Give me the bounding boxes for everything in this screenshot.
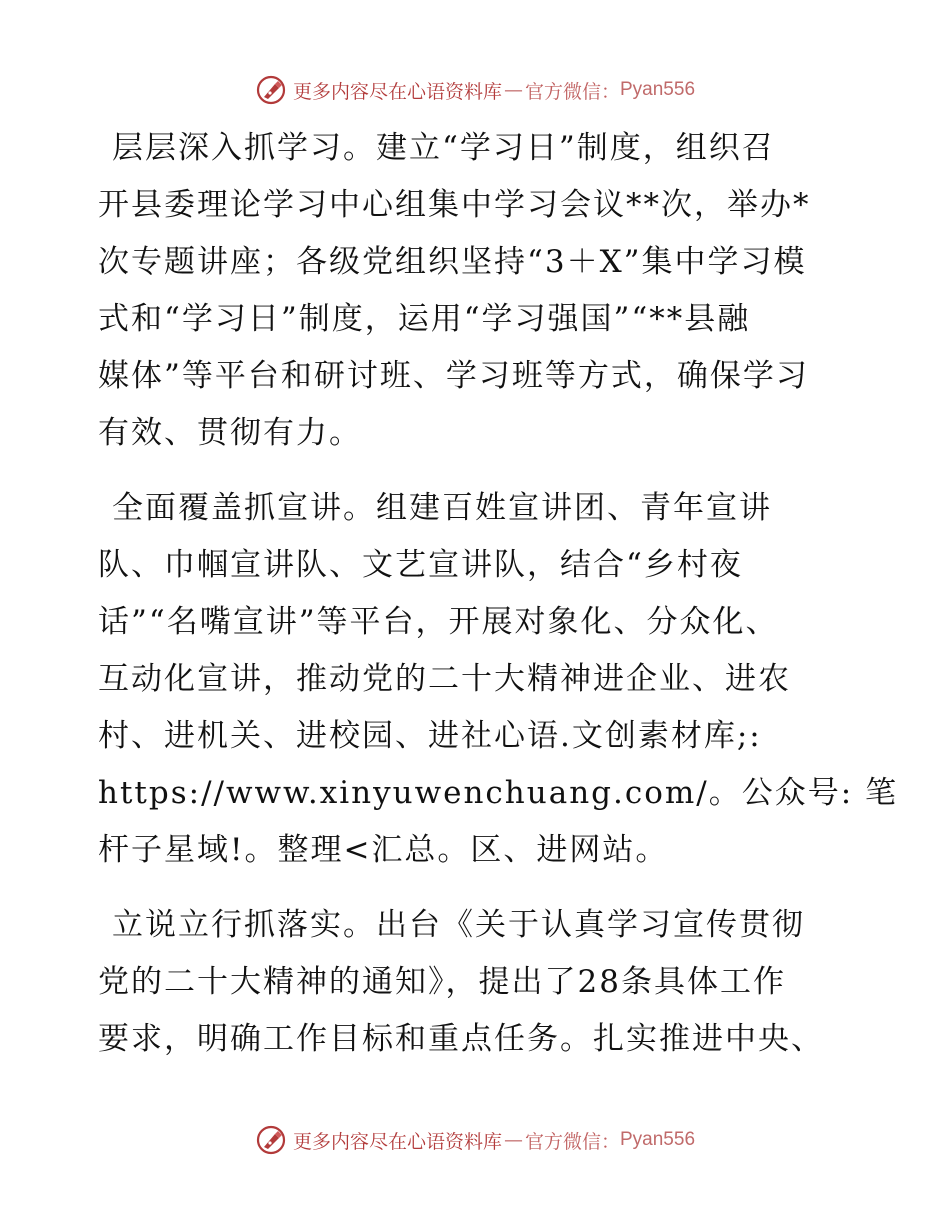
text-line: 话”“名嘴宣讲”等平台，开展对象化、分众化、 bbox=[98, 604, 779, 640]
text-line: 开县委理论学习中心组集中学习会议**次，举办* bbox=[98, 187, 811, 223]
text-line: 有效、贯彻有力。 bbox=[98, 415, 362, 451]
banner-separator: — bbox=[503, 1129, 523, 1151]
paragraph-study bbox=[98, 120, 858, 462]
document-body bbox=[98, 120, 899, 1086]
banner-wechat-id: Pyan556 bbox=[620, 79, 696, 100]
text-line: 互动化宣讲，推动党的二十大精神进企业、进农 bbox=[98, 661, 791, 697]
banner-official-label: 官方微信： bbox=[524, 80, 620, 103]
banner-separator: — bbox=[503, 79, 523, 101]
text-line: 党的二十大精神的通知》，提出了28条具体工作 bbox=[98, 964, 786, 1000]
text-line: 全面覆盖抓宣讲。组建百姓宣讲团、青年宣讲 bbox=[112, 490, 772, 526]
banner-official-label: 官方微信： bbox=[524, 1130, 620, 1153]
banner-text: 更多内容尽在心语资料库 bbox=[292, 1130, 502, 1153]
text-line: 要求，明确工作目标和重点任务。扎实推进中央、 bbox=[98, 1021, 824, 1057]
text-line: 式和“学习日”制度，运用“学习强国”“**县融 bbox=[98, 301, 751, 337]
paragraph-implementation bbox=[98, 897, 858, 1068]
text-line: 层层深入抓学习。建立“学习日”制度，组织召 bbox=[112, 130, 775, 166]
text-line: 队、巾帼宣讲队、文艺宣讲队，结合“乡村夜 bbox=[98, 547, 743, 583]
banner-text: 更多内容尽在心语资料库 bbox=[292, 80, 502, 103]
text-line: 媒体”等平台和研讨班、学习班等方式，确保学习 bbox=[98, 358, 809, 394]
text-line: 立说立行抓落实。出台《关于认真学习宣传贯彻 bbox=[112, 907, 805, 943]
text-line: https://www.xinyuwenchuang.com/。公众号: 笔 bbox=[98, 775, 899, 811]
text-line: 次专题讲座；各级党组织坚持“3＋X”集中学习模 bbox=[98, 244, 807, 280]
text-line: 杆子星域!。整理<汇总。区、进网站。 bbox=[98, 832, 669, 868]
paragraph-publicity bbox=[98, 480, 899, 879]
footer-banner bbox=[0, 1120, 950, 1160]
pen-nib-logo-icon bbox=[255, 74, 287, 106]
banner-wechat-id: Pyan556 bbox=[620, 1129, 696, 1150]
text-line: 村、进机关、进校园、进社心语.文创素材库;: bbox=[98, 718, 762, 754]
pen-nib-logo-icon bbox=[255, 1124, 287, 1156]
header-banner bbox=[0, 70, 950, 110]
